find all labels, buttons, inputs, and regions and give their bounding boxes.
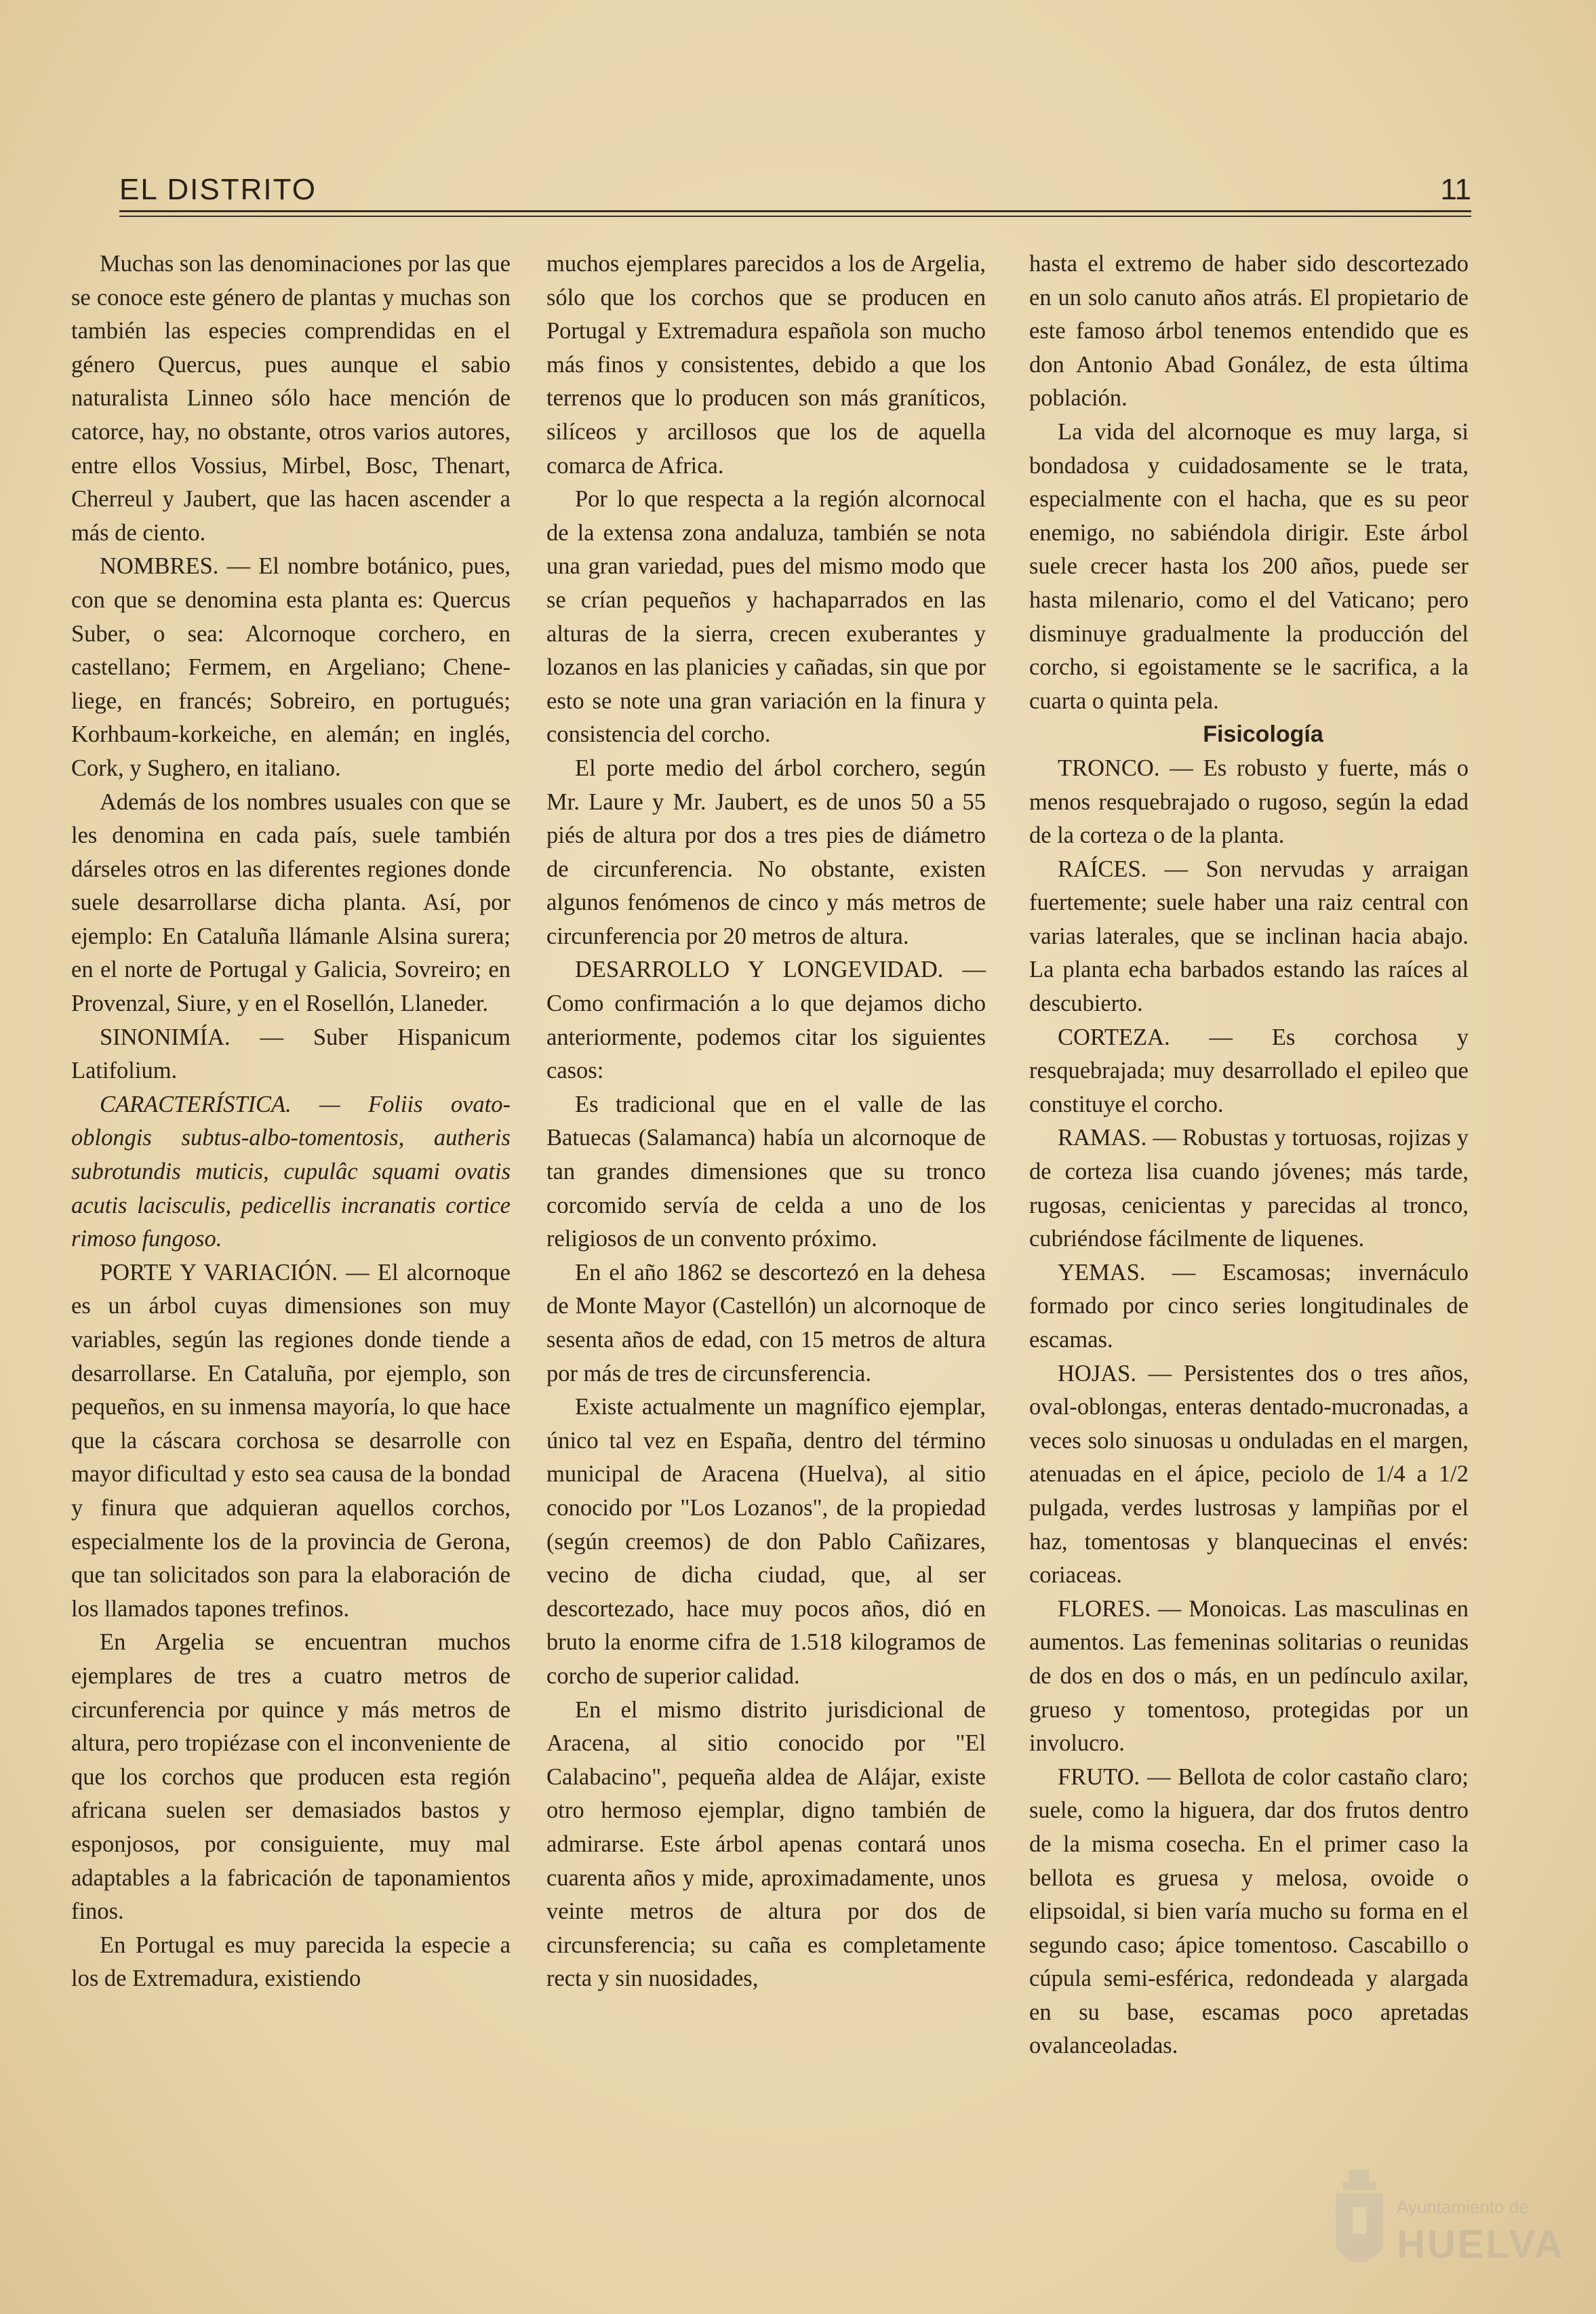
column-2 xyxy=(546,247,986,1996)
paragraph: hasta el extremo de haber sido descortezado en un solo canuto años atrás. El propietario de este famoso árbol tenemos entendido que es don Antonio Abad Gonález, de esta última población. xyxy=(1029,251,1469,412)
publication-title: EL DISTRITO xyxy=(119,173,317,206)
column-3 xyxy=(1029,247,1469,2063)
paragraph: SINONIMÍA. — Suber Hispanicum Latifolium. xyxy=(71,1024,511,1084)
watermark-line-2: HUELVA xyxy=(1397,2222,1565,2267)
paragraph: En el año 1862 se descortezó en la dehesa de Monte Mayor (Castellón) un alcornoque de sesenta años de edad, con 15 metros de altura por más de tres de circunsferencia. xyxy=(546,1259,986,1387)
paragraph: RAMAS. — Robustas y tortuosas, rojizas y de corteza lisa cuando jóvenes; más tarde, rugosas, cenicientas y parecidas al tronco, cubriéndose fácilmente de liquenes. xyxy=(1029,1125,1469,1252)
paragraph: PORTE Y VARIACIÓN. — El alcornoque es un árbol cuyas dimensiones son muy variables, según las regiones donde tiende a desarrollarse. En Cataluña, por ejemplo, son pequeños, en su inmensa mayoría, lo que hace que la cáscara corchosa se desarrolle con mayor dificultad y esto sea causa de la bondad y finura que adquieran aquellos corchos, especialmente los de la provincia de Gerona, que tan solicitados son para la elaboración de los llamados tapones trefinos. xyxy=(71,1259,511,1622)
column-1 xyxy=(71,247,511,1996)
paragraph: TRONCO. — Es robusto y fuerte, más o menos resquebrajado o rugoso, según la edad de la corteza o de la planta. xyxy=(1029,755,1469,849)
paragraph: NOMBRES. — El nombre botánico, pues, con que se denomina esta planta es: Quercus Suber, o sea: Alcornoque corchero, en castellano; Fermem, en Argeliano; Chene-liege, en francés; Sobreiro, en portugués; Korhbaum-korkeiche, en alemán; en inglés, Cork, y Sughero, en italiano. xyxy=(71,553,511,781)
coat-of-arms-icon xyxy=(1329,2166,1390,2281)
header-rule-thin xyxy=(119,216,1471,217)
paragraph: La vida del alcornoque es muy larga, si bondadosa y cuidadosamente se le trata, especialmente con el hacha, que es su peor enemigo, no sabiéndola dirigir. Este árbol suele crecer hasta los 200 años, puede ser hasta milenario, como el del Vaticano; pero disminuye gradualmente la producción del corcho, si egoistamente se le sacrifica, a la cuarta o quinta pela. xyxy=(1029,418,1469,714)
paragraph: CARACTERÍSTICA. — Foliis ovato-oblongis subtus-albo-tomentosis, autheris subrotundis muticis, cupulâc squami ovatis acutis lacisculis, pedicellis incranatis cortice rimoso fungoso. xyxy=(71,1091,511,1252)
paragraph: El porte medio del árbol corchero, según Mr. Laure y Mr. Jaubert, es de unos 50 a 55 piés de altura por dos a tres pies de diámetro de circunferencia. No obstante, existen algunos fenómenos de cinco y más metros de circunferencia por 20 metros de altura. xyxy=(546,755,986,949)
paragraph: En el mismo distrito jurisdicional de Aracena, al sitio conocido por "El Calabacino", pequeña aldea de Alájar, existe otro hermoso ejemplar, digno también de admirarse. Este árbol apenas contará unos cuarenta años y mide, aproximadamente, unos veinte metros de altura por dos de circunsferencia; su caña es completamente recta y sin nuosidades, xyxy=(546,1696,986,1992)
page-header xyxy=(119,173,1471,214)
paragraph: FLORES. — Monoicas. Las masculinas en aumentos. Las femeninas solitarias o reunidas de dos en dos o más, en un pedínculo axilar, grueso y tomentoso, protegidas por un involucro. xyxy=(1029,1595,1469,1757)
paragraph: Es tradicional que en el valle de las Batuecas (Salamanca) había un alcornoque de tan grandes dimensiones que su tronco corcomido servía de celda a uno de los religiosos de un convento próximo. xyxy=(546,1091,986,1252)
section-heading: Fisicología xyxy=(1203,721,1323,748)
page-number: 11 xyxy=(1440,173,1471,206)
paragraph: FRUTO. — Bellota de color castaño claro; suele, como la higuera, dar dos frutos dentro de la misma cosecha. En el primer caso la bellota es gruesa y melosa, ovoide o elipsoidal, si bien varía mucho su forma en el segundo caso; ápice tomentoso. Cascabillo o cúpula semi-esférica, redondeada y alargada en su base, escamas poco apretadas ovalanceoladas. xyxy=(1029,1763,1469,2059)
paragraph: Muchas son las denominaciones por las que se conoce este género de plantas y muchas son también las especies comprendidas en el género Quercus, pues aunque el sabio naturalista Linneo sólo hace mención de catorce, hay, no obstante, otros varios autores, entre ellos Vossius, Mirbel, Bosc, Thenart, Cherreul y Jaubert, que las hacen ascender a más de ciento. xyxy=(71,251,511,546)
paragraph: CORTEZA. — Es corchosa y resquebrajada; muy desarrollado el epileo que constituye el corcho. xyxy=(1029,1024,1469,1117)
paragraph: muchos ejemplares parecidos a los de Argelia, sólo que los corchos que se producen en Portugal y Extremadura española son mucho más finos y consistentes, debido a que los terrenos que lo producen son más graníticos, silíceos y arcillosos que los de aquella comarca de Africa. xyxy=(546,251,986,479)
watermark-line-1: Ayuntamiento de xyxy=(1397,2197,1529,2217)
paragraph: En Portugal es muy parecida la especie a los de Extremadura, existiendo xyxy=(71,1932,511,1992)
paragraph: HOJAS. — Persistentes dos o tres años, oval-oblongas, enteras dentado-mucronadas, a veces solo sinuosas u onduladas en el margen, atenuadas en el ápice, peciolo de 1/4 a 1/2 pulgada, verdes lustrosas y lampiñas por el haz, tomentosas y blanquecinas el envés: coriaceas. xyxy=(1029,1360,1469,1589)
paragraph: RAÍCES. — Son nervudas y arraigan fuertemente; suele haber una raiz central con varias laterales, que se inclinan hacia abajo. La planta echa barbados estando las raíces al descubierto. xyxy=(1029,856,1469,1017)
paragraph: YEMAS. — Escamosas; invernáculo formado por cinco series longitudinales de escamas. xyxy=(1029,1259,1469,1353)
paragraph: Existe actualmente un magnífico ejemplar, único tal vez en España, dentro del término municipal de Aracena (Huelva), al sitio conocido por "Los Lozanos", de la propiedad (según creemos) de don Pablo Cañizares, vecino de dicha ciudad, que, al ser descortezado, hace muy pocos años, dió en bruto la enorme cifra de 1.518 kilogramos de corcho de superior calidad. xyxy=(546,1394,986,1689)
paragraph: Por lo que respecta a la región alcornocal de la extensa zona andaluza, también se nota una gran variedad, pues del mismo modo que se crían pequeños y hachaparrados en las alturas de la sierra, crecen exuberantes y lozanos en las planicies y cañadas, sin que por esto se note una gran variación en la finura y consistencia del corcho. xyxy=(546,486,986,748)
paragraph: Además de los nombres usuales con que se les denomina en cada país, suele también dárseles otros en las diferentes regiones donde suele desarrollarse dicha planta. Así, por ejemplo: En Cataluña llámanle Alsina surera; en el norte de Portugal y Galicia, Sovreiro; en Provenzal, Siure, y en el Rosellón, Llaneder. xyxy=(71,789,511,1017)
paragraph: En Argelia se encuentran muchos ejemplares de tres a cuatro metros de circunferencia por quince y más metros de altura, pero tropiézase con el inconveniente de que los corchos que producen esta región africana suelen ser demasiados bastos y esponjosos, por consiguiente, muy mal adaptables a la fabricación de taponamientos finos. xyxy=(71,1629,511,1925)
watermark-seal xyxy=(1329,2166,1565,2292)
paragraph: DESARROLLO Y LONGEVIDAD. — Como confirmación a lo que dejamos dicho anteriormente, podemos citar los siguientes casos: xyxy=(546,957,986,1084)
header-rule xyxy=(119,210,1471,212)
